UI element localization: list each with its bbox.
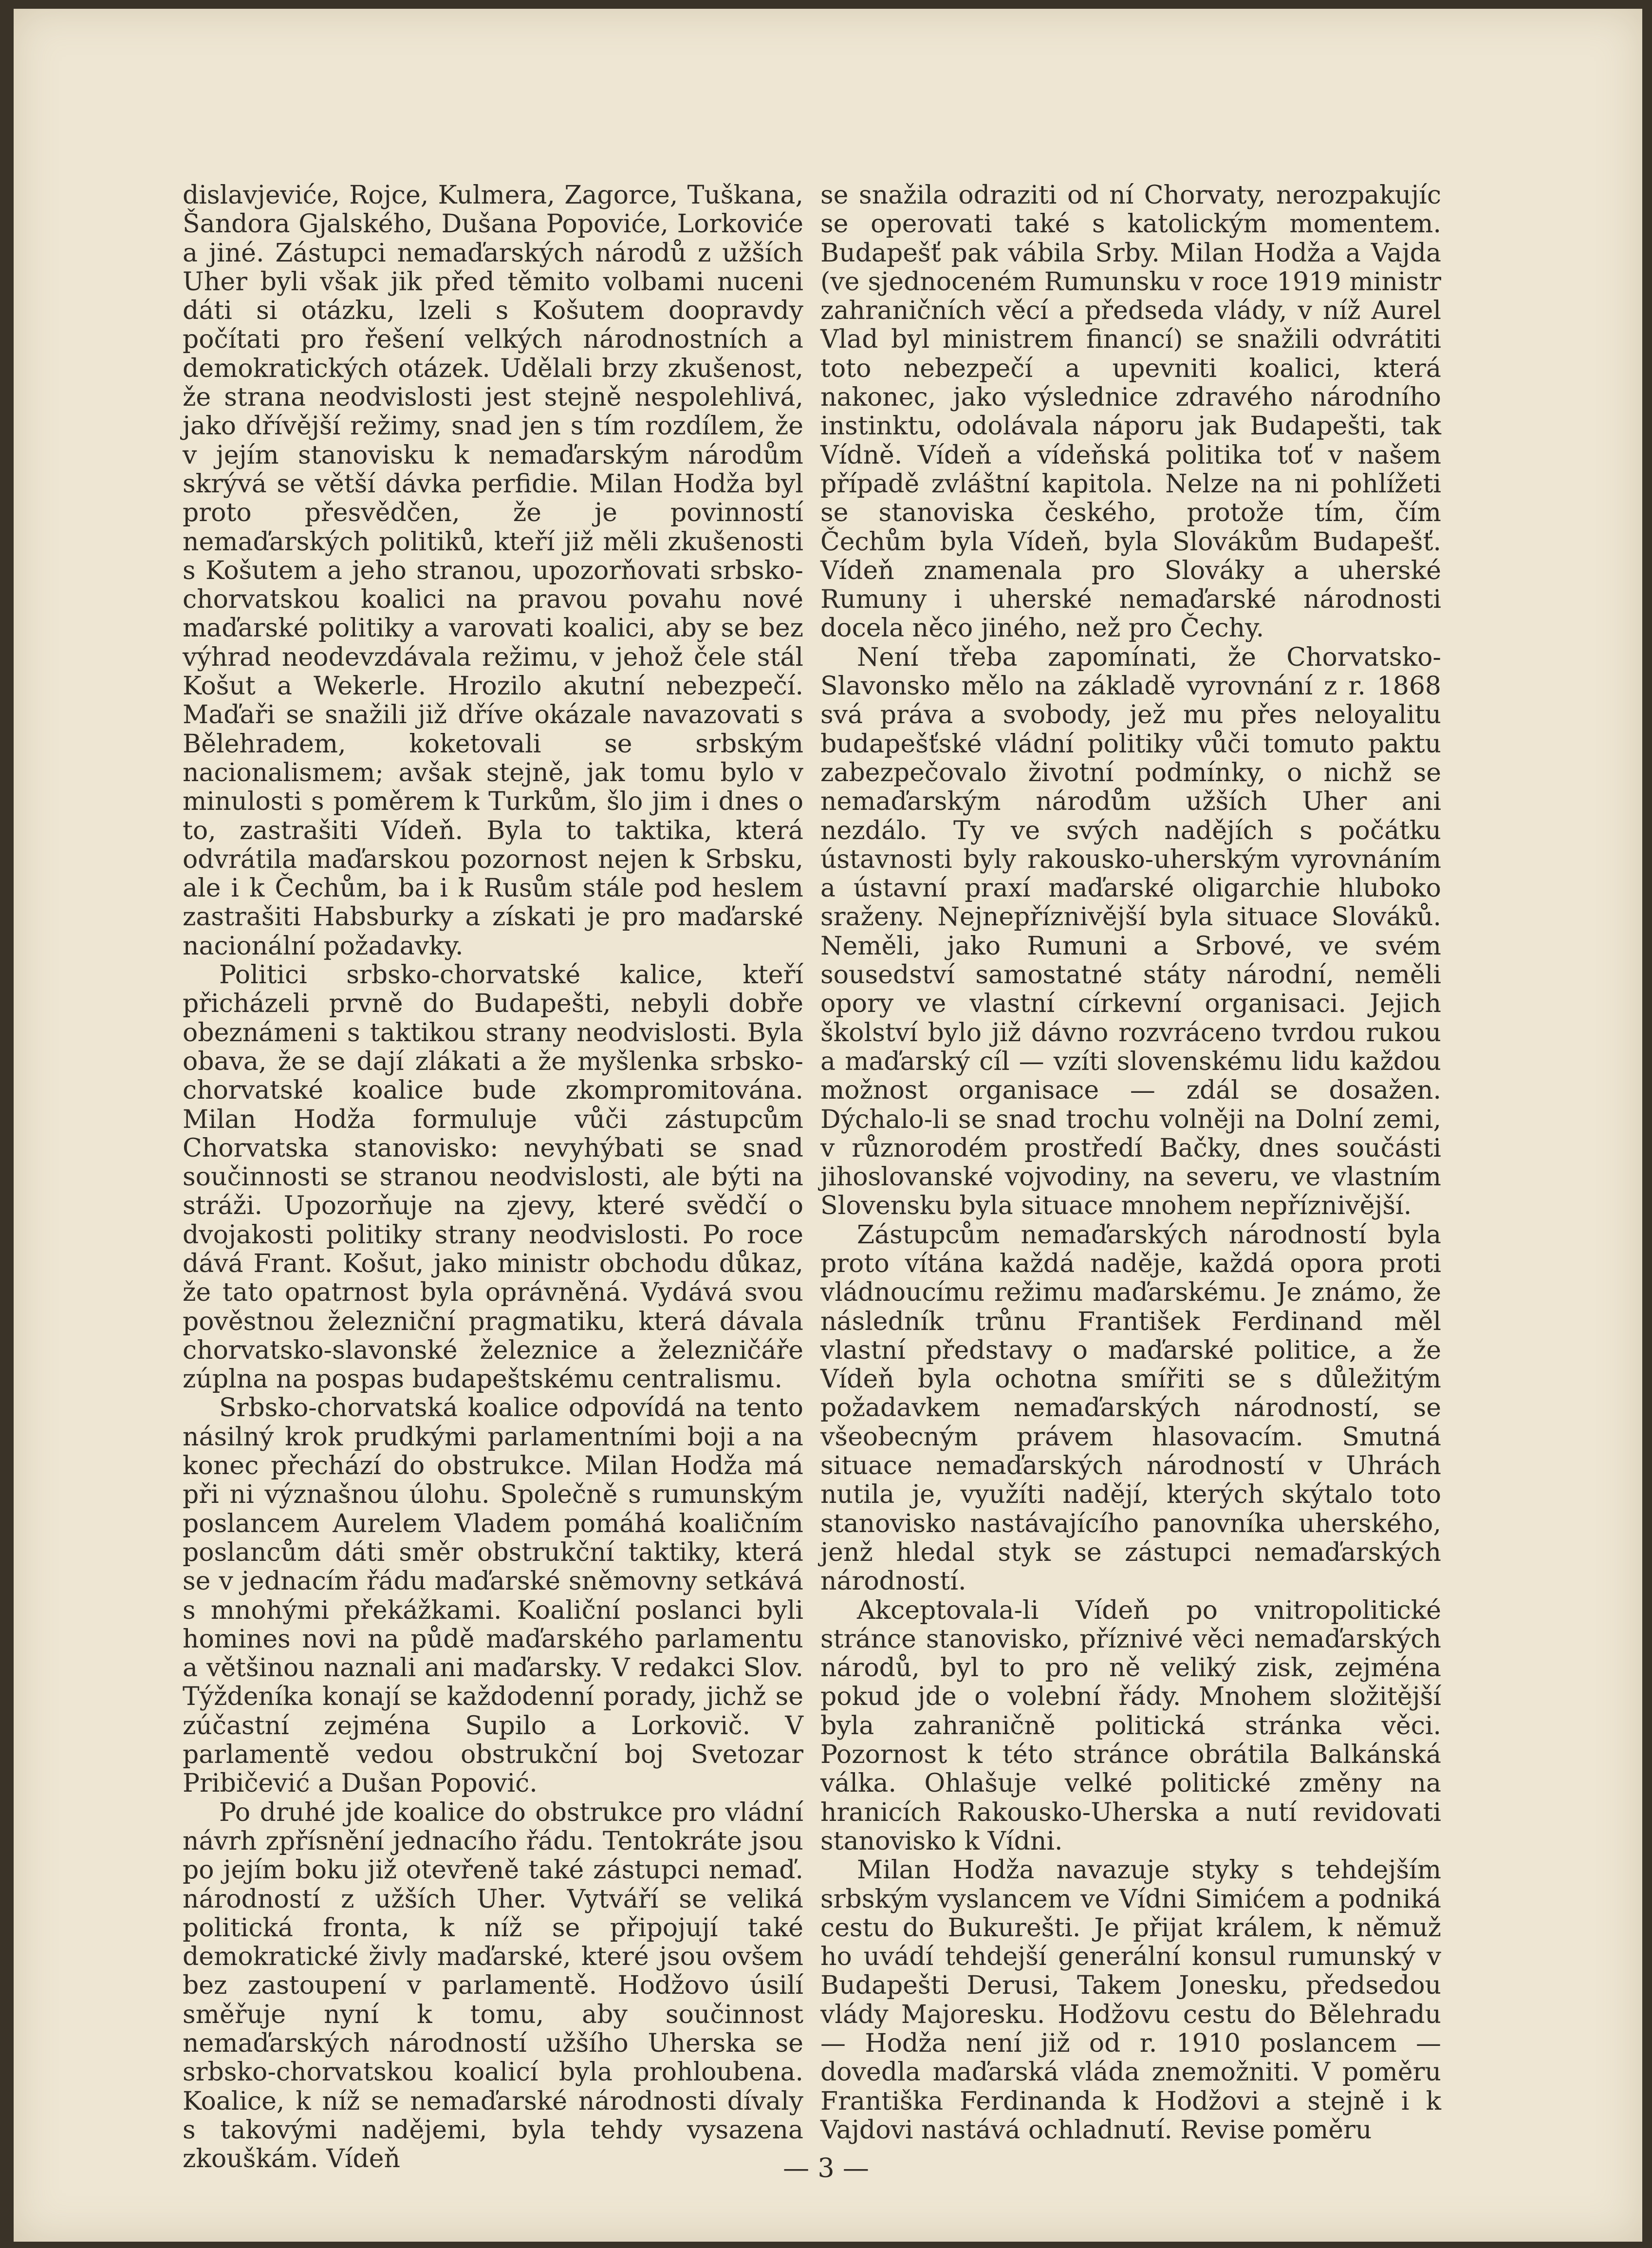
page-number: — 3 — — [783, 2153, 869, 2183]
paragraph: Milan Hodža navazuje styky s tehdejším srbským vyslancem ve Vídni Simićem a podniká cestu do Bukurešti. Je přijat králem, k němuž ho uvádí tehdejší generální konsul rumunský v Budapešti Derusi, Takem Jonesku, předsedou vlády Majoresku. Hodžovu cestu do Bělehradu — Hodža není již od r. 1910 poslancem — dovedla maďarská vláda znemožniti. V poměru Františka Ferdinanda k Hodžovi a stejně i k Vajdovi nastává ochladnutí. Revise poměru — [820, 1855, 1441, 2145]
paragraph: Po druhé jde koalice do obstrukce pro vládní návrh zpřísnění jednacího řádu. Tentokráte jsou po jejím boku již otevřeně také zástupci nemaď. národností z užších Uher. Vytváří se veliká politická fronta, k níž se připojují také demokratické živly maďarské, které jsou ovšem bez zastoupení v parlamentě. Hodžovo úsilí směřuje nyní k tomu, aby součinnost nemaďarských národností užšího Uherska se srbsko-chorvatskou koalicí byla prohloubena. Koalice, k níž se nemaďarské národnosti dívaly s takovými nadějemi, byla tehdy vysazena zkouškám. Vídeň — [183, 1798, 803, 2174]
paragraph: dislavjeviće, Rojce, Kulmera, Zagorce, Tuškana, Šandora Gjalského, Dušana Popoviće, Lorkoviće a jiné. Zástupci nemaďarských národů z užších Uher byli však jik před těmito volbami nuceni dáti si otázku, lzeli s Košutem doopravdy počítati pro řešení velkých národnostních a demokratických otázek. Udělali brzy zkušenost, že strana neodvislosti jest stejně nespolehlivá, jako dřívější režimy, snad jen s tím rozdílem, že v jejím stanovisku k nemaďarským národům skrývá se větší dávka perfidie. Milan Hodža byl proto přesvědčen, že je povinností nemaďarských politiků, kteří již měli zkušenosti s Košutem a jeho stranou, upozorňovati srbsko-chorvatskou koalici na pravou povahu nové maďarské politiky a varovati koalici, aby se bez výhrad neodevzdávala režimu, v jehož čele stál Košut a Wekerle. Hrozilo akutní nebezpečí. Maďaři se snažili již dříve okázale navazovati s Bělehradem, koketovali se srbským nacionalismem; avšak stejně, jak tomu bylo v minulosti s poměrem k Turkům, šlo jim i dnes o to, zastrašiti Vídeň. Byla to taktika, která odvrátila maďarskou pozornost nejen k Srbsku, ale i k Čechům, ba i k Rusům stále pod heslem zastrašiti Habsburky a získati je pro maďarské nacionální požadavky. — [183, 181, 803, 961]
right-text-column — [820, 181, 1441, 2145]
paragraph: Není třeba zapomínati, že Chorvatsko-Slavonsko mělo na základě vyrovnání z r. 1868 svá práva a svobody, jež mu přes neloyalitu budapešťské vládní politiky vůči tomuto paktu zabezpečovalo životní podmínky, o nichž se nemaďarským národům užších Uher ani nezdálo. Ty ve svých nadějích s počátku ústavnosti byly rakousko-uherským vyrovnáním a ústavní praxí maďarské oligarchie hluboko sraženy. Nejnepříznivější byla situace Slováků. Neměli, jako Rumuni a Srbové, ve svém sousedství samostatné státy národní, neměli opory ve vlastní církevní organisaci. Jejich školství bylo již dávno rozvráceno tvrdou rukou a maďarský cíl — vzíti slovenskému lidu každou možnost organisace — zdál se dosažen. Dýchalo-li se snad trochu volněji na Dolní zemi, v různorodém prostředí Bačky, dnes součásti jihoslovanské vojvodiny, na severu, ve vlastním Slovensku byla situace mnohem nepříznivější. — [820, 642, 1441, 1221]
left-text-column — [183, 181, 803, 2173]
paragraph: Politici srbsko-chorvatské kalice, kteří přicházeli prvně do Budapešti, nebyli dobře obeznámeni s taktikou strany neodvislosti. Byla obava, že se dají zlákati a že myšlenka srbsko-chorvatské koalice bude zkompromitována. Milan Hodža formuluje vůči zástupcům Chorvatska stanovisko: nevyhýbati se snad součinnosti se stranou neodvislosti, ale býti na stráži. Upozorňuje na zjevy, které svědčí o dvojakosti politiky strany neodvislosti. Po roce dává Frant. Košut, jako ministr obchodu důkaz, že tato opatrnost byla oprávněná. Vydává svou pověstnou železniční pragmatiku, která dávala chorvatsko-slavonské železnice a železničáře zúplna na pospas budapeštskému centralismu. — [183, 960, 803, 1394]
paragraph: se snažila odraziti od ní Chorvaty, nerozpakujíc se operovati také s katolickým momentem. Budapešť pak vábila Srby. Milan Hodža a Vajda (ve sjednoceném Rumunsku v roce 1919 ministr zahraničních věcí a předseda vlády, v níž Aurel Vlad byl ministrem financí) se snažili odvrátiti toto nebezpečí a upevniti koalici, která nakonec, jako výslednice zdravého národního instinktu, odolávala náporu jak Budapešti, tak Vídně. Vídeň a vídeňská politika toť v našem případě zvláštní kapitola. Nelze na ni pohlížeti se stanoviska českého, protože tím, čím Čechům byla Vídeň, byla Slovákům Budapešť. Vídeň znamenala pro Slováky a uherské Rumuny i uherské nemaďarské národnosti docela něco jiného, než pro Čechy. — [820, 181, 1441, 643]
paragraph: Zástupcům nemaďarských národností byla proto vítána každá naděje, každá opora proti vládnoucímu režimu maďarskému. Je známo, že následník trůnu František Ferdinand měl vlastní představy o maďarské politice, a že Vídeň byla ochotna smířiti se s důležitým požadavkem nemaďarských národností, se všeobecným právem hlasovacím. Smutná situace nemaďarských národností v Uhrách nutila je, využíti nadějí, kterých skýtalo toto stanovisko nastávajícího panovníka uherského, jenž hledal styk se zástupci nemaďarských národností. — [820, 1220, 1441, 1596]
paragraph: Srbsko-chorvatská koalice odpovídá na tento násilný krok prudkými parlamentními boji a na konec přechází do obstrukce. Milan Hodža má při ni význašnou úlohu. Společně s rumunským poslancem Aurelem Vladem pomáhá koaličním poslancům dáti směr obstrukční taktiky, která se v jednacím řádu maďarské sněmovny setkává s mnohými překážkami. Koaliční poslanci byli homines novi na půdě maďarského parlamentu a většinou naznali ani maďarsky. V redakci Slov. Týždeníka konají se každodenní porady, jichž se zúčastní zejména Supilo a Lorkovič. V parlamentě vedou obstrukční boj Svetozar Pribičević a Dušan Popović. — [183, 1393, 803, 1798]
paragraph: Akceptovala-li Vídeň po vnitropolitické stránce stanovisko, příznivé věci nemaďarských národů, byl to pro ně veliký zisk, zejména pokud jde o volební řády. Mnohem složitější byla zahraničně politická stránka věci. Pozornost k této stránce obrátila Balkánská válka. Ohlašuje velké politické změny na hranicích Rakousko-Uherska a nutí revidovati stanovisko k Vídni. — [820, 1595, 1441, 1856]
